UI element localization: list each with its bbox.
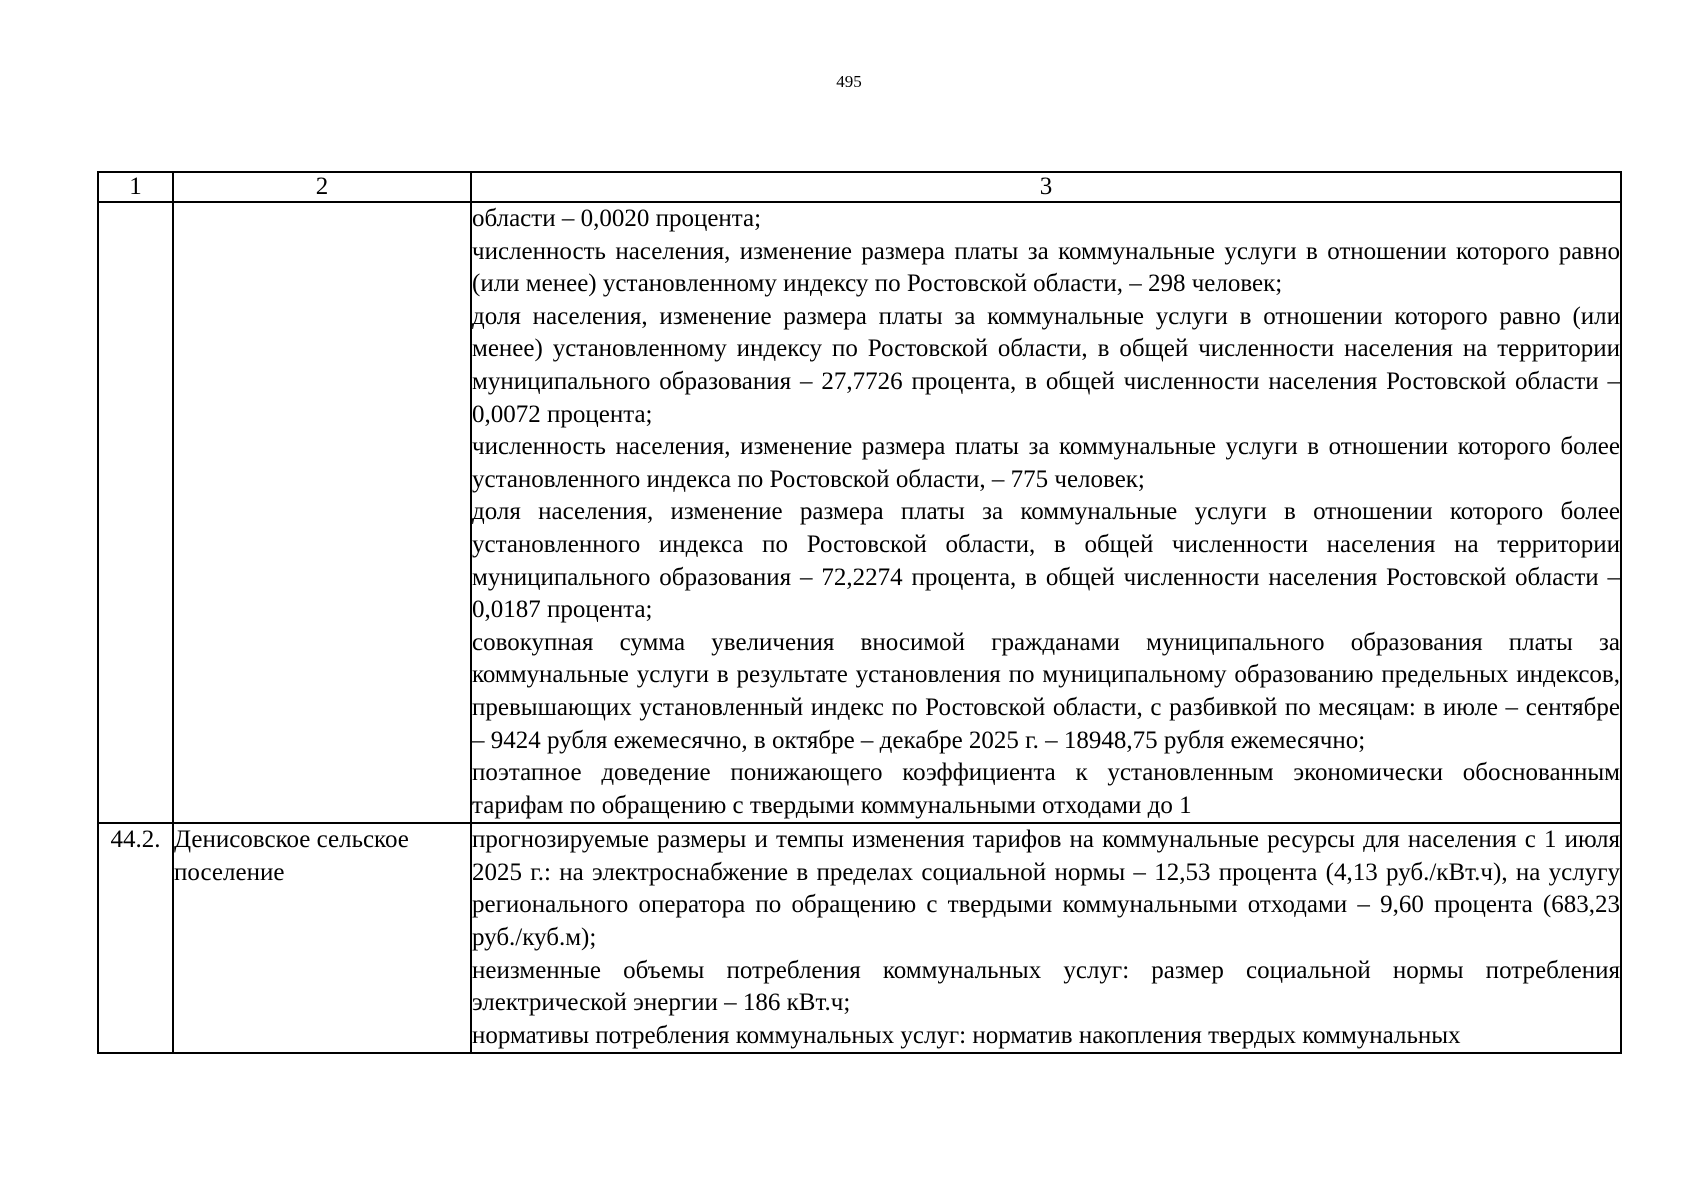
column-header-1: 1 [98, 172, 173, 202]
column-header-3: 3 [471, 172, 1621, 202]
municipality-name-cell: Денисовское сельское поселение [173, 823, 471, 1053]
paragraph: прогнозируемые размеры и темпы изменения тарифов на коммунальные ресурсы для населения с 1 июля 2025 г.: на электроснабжение в пределах социальной нормы – 12,53 процента (4,13 руб./кВт.ч), на услугу регионального оператора по обращению с твердыми коммунальными отходами – 9,60 процента (683,23 руб./куб.м); [472, 826, 1620, 952]
municipality-name-cell [173, 202, 471, 823]
description-cell [471, 202, 1621, 823]
paragraph: доля населения, изменение размера платы за коммунальные услуги в отношении которого более установленного индекса по Ростовской области, в общей численности населения на территории муниципального образования – 72,2274 процента, в общей численности населения Ростовской области – 0,0187 процента; [472, 498, 1620, 624]
paragraph: неизменные объемы потребления коммунальных услуг: размер социальной нормы потребления электрической энергии – 186 кВт.ч; [472, 956, 1620, 1017]
paragraph: доля населения, изменение размера платы за коммунальные услуги в отношении которого равно (или менее) установленному индексу по Ростовской области, в общей численности населения на территории муниципального образования – 27,7726 процента, в общей численности населения Ростовской области – 0,0072 процента; [472, 302, 1620, 428]
paragraph: численность населения, изменение размера платы за коммунальные услуги в отношении которого равно (или менее) установленному индексу по Ростовской области, – 298 человек; [472, 237, 1620, 298]
column-header-2: 2 [173, 172, 471, 202]
paragraph: поэтапное доведение понижающего коэффициента к установленным экономически обоснованным тарифам по обращению с твердыми коммунальными отходами до 1 [472, 759, 1620, 819]
paragraph: области – 0,0020 процента; [472, 205, 762, 232]
description-cell [471, 823, 1621, 1053]
table-row [98, 202, 1621, 823]
document-table [97, 171, 1622, 1054]
paragraph: совокупная сумма увеличения вносимой гражданами муниципального образования платы за коммунальные услуги в результате установления по муниципальному образованию предельных индексов, превышающих установленный индекс по Ростовской области, с разбивкой по месяцам: в июле – сентябре – 9424 рубля ежемесячно, в октябре – декабре 2025 г. – 18948,75 рубля ежемесячно; [472, 628, 1620, 754]
row-number-cell [98, 202, 173, 823]
row-number-cell: 44.2. [98, 823, 173, 1053]
paragraph: численность населения, изменение размера платы за коммунальные услуги в отношении которого более установленного индекса по Ростовской области, – 775 человек; [472, 433, 1620, 493]
table-header-row [98, 172, 1621, 202]
table-row [98, 823, 1621, 1053]
paragraph: нормативы потребления коммунальных услуг: норматив накопления твердых коммунальных [472, 1021, 1461, 1049]
page-number: 495 [836, 72, 862, 91]
